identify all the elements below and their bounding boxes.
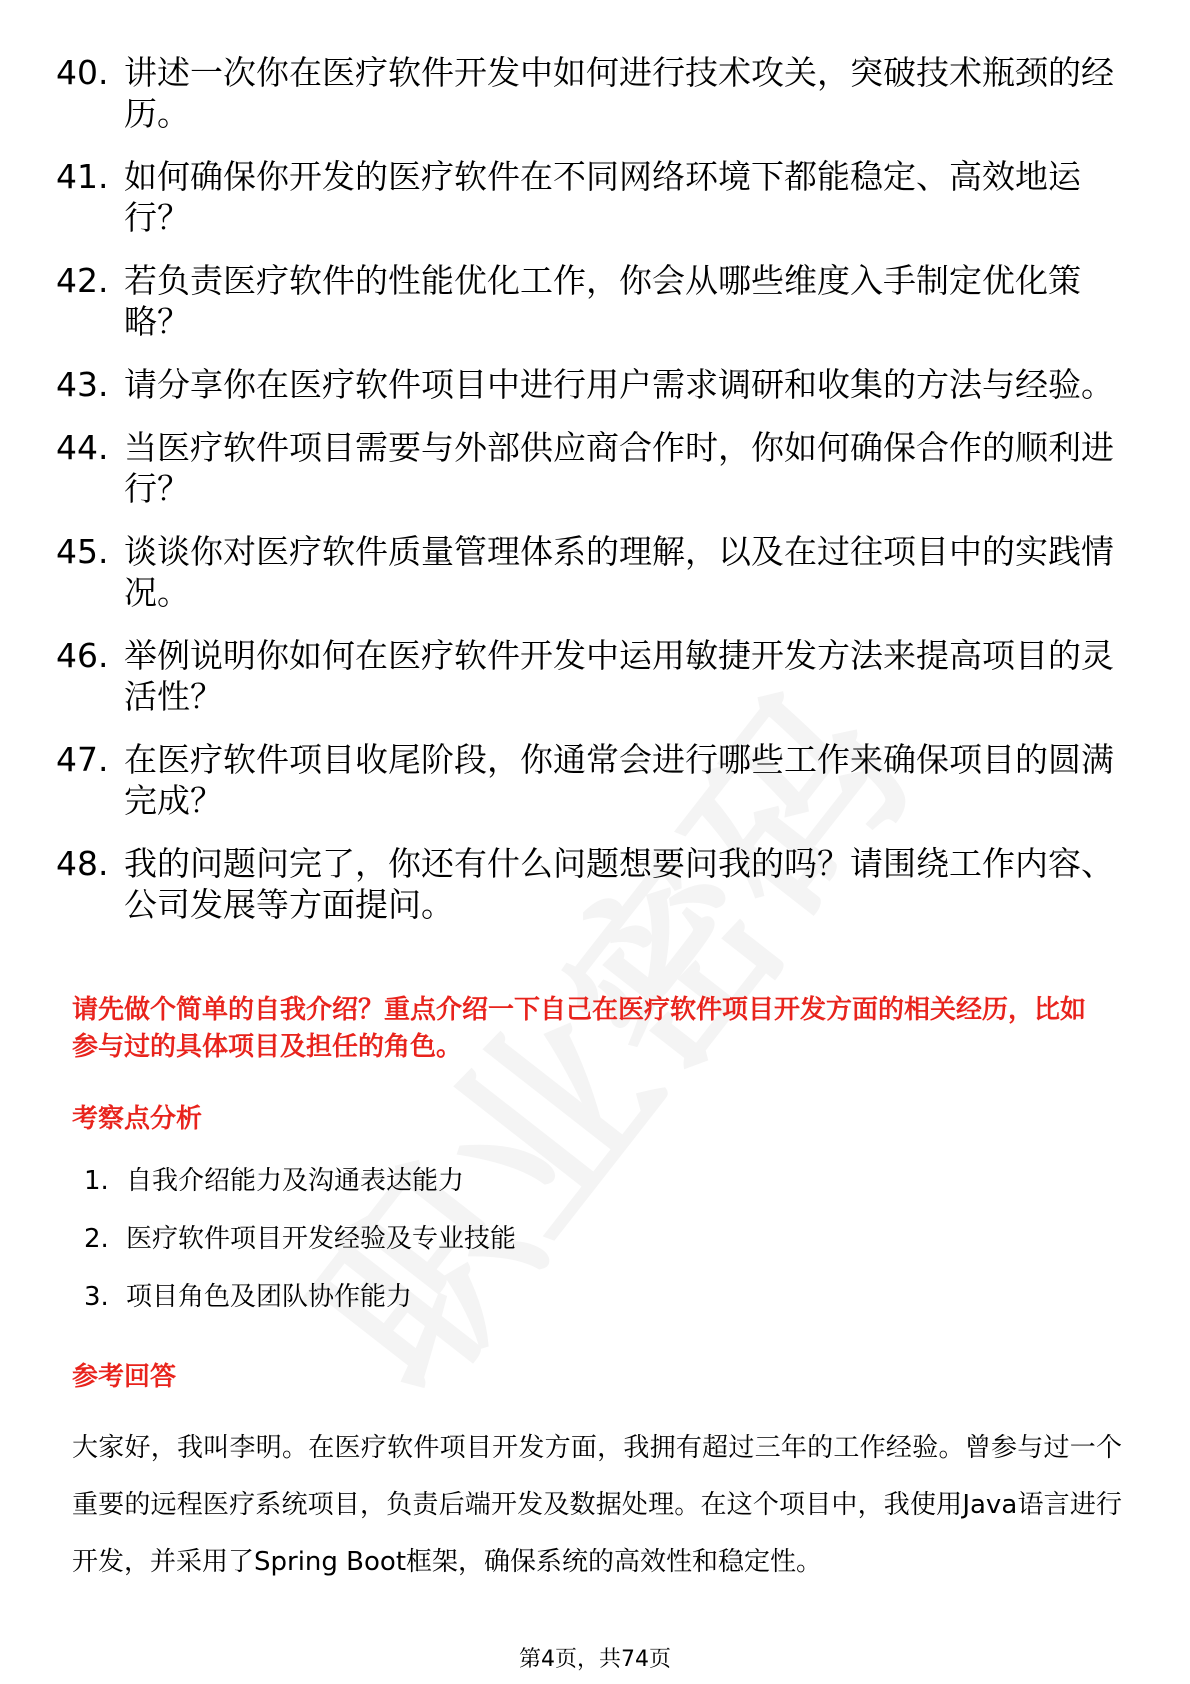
analysis-text: 项目角色及团队协作能力 [126, 1282, 413, 1312]
question-number: 42. [56, 261, 109, 300]
question-item [56, 364, 1116, 405]
reference-answer: 大家好，我叫李明。在医疗软件项目开发方面，我拥有超过三年的工作经验。曾参与过一个重要的远程医疗系统项目，负责后端开发及数据处理。在这个项目中，我使用Java语言进行开发，并采用了Spring Boot框架，确保系统的高效性和稳定性。 [72, 1433, 1122, 1577]
question-number: 48. [56, 844, 109, 883]
question-text: 我的问题问完了，你还有什么问题想要问我的吗？请围绕工作内容、公司发展等方面提问。 [124, 844, 1114, 924]
question-number: 40. [56, 53, 109, 92]
question-item [56, 635, 1116, 717]
question-number: 45. [56, 532, 109, 571]
question-text: 举例说明你如何在医疗软件开发中运用敏捷开发方法来提高项目的灵活性？ [124, 636, 1114, 716]
featured-question: 请先做个简单的自我介绍？重点介绍一下自己在医疗软件项目开发方面的相关经历，比如参与过的具体项目及担任的角色。 [72, 995, 1087, 1062]
question-item [56, 739, 1116, 821]
question-item [56, 843, 1116, 925]
question-item [56, 156, 1116, 238]
question-text: 在医疗软件项目收尾阶段，你通常会进行哪些工作来确保项目的圆满完成？ [124, 740, 1114, 820]
question-number: 41. [56, 157, 109, 196]
analysis-number: 1. [84, 1166, 109, 1196]
question-text: 当医疗软件项目需要与外部供应商合作时，你如何确保合作的顺利进行？ [124, 428, 1114, 508]
page-footer: 第4页，共74页 [519, 1647, 671, 1672]
question-text: 谈谈你对医疗软件质量管理体系的理解，以及在过往项目中的实践情况。 [124, 532, 1114, 612]
analysis-list [84, 1165, 516, 1339]
question-list [56, 52, 1116, 947]
question-text: 请分享你在医疗软件项目中进行用户需求调研和收集的方法与经验。 [124, 365, 1114, 404]
analysis-number: 2. [84, 1224, 109, 1254]
question-number: 47. [56, 740, 109, 779]
analysis-item [84, 1165, 516, 1197]
question-item [56, 52, 1116, 134]
analysis-item [84, 1281, 516, 1313]
analysis-text: 医疗软件项目开发经验及专业技能 [126, 1224, 517, 1254]
question-text: 如何确保你开发的医疗软件在不同网络环境下都能稳定、高效地运行？ [124, 157, 1081, 237]
question-item [56, 260, 1116, 342]
question-text: 若负责医疗软件的性能优化工作，你会从哪些维度入手制定优化策略？ [124, 261, 1081, 341]
question-number: 44. [56, 428, 109, 467]
question-item [56, 427, 1116, 509]
question-number: 46. [56, 636, 109, 675]
question-number: 43. [56, 365, 109, 404]
analysis-number: 3. [84, 1282, 109, 1312]
analysis-item [84, 1223, 516, 1255]
question-item [56, 531, 1116, 613]
analysis-text: 自我介绍能力及沟通表达能力 [126, 1166, 465, 1196]
reference-title: 参考回答 [72, 1362, 177, 1392]
question-text: 讲述一次你在医疗软件开发中如何进行技术攻关，突破技术瓶颈的经历。 [124, 53, 1114, 133]
analysis-title: 考察点分析 [72, 1104, 203, 1134]
